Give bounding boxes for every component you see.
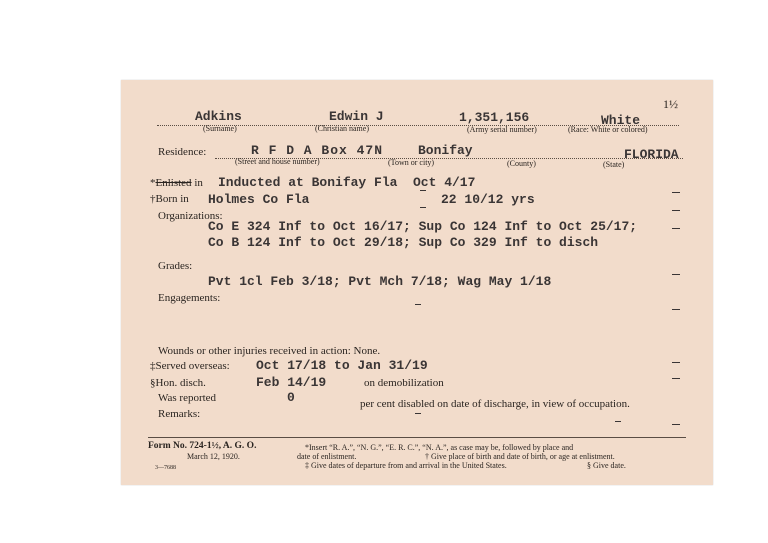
county-caption: (County) — [507, 159, 536, 168]
dash — [672, 424, 680, 425]
enlisted-struck-word: Enlisted — [155, 177, 192, 189]
organizations-line2: Co B 124 Inf to Oct 29/18; Sup Co 329 Inf to disch — [208, 235, 599, 250]
age-value: 22 10/12 yrs — [441, 192, 535, 207]
race-value: White — [601, 113, 641, 128]
remarks-label: Remarks: — [158, 408, 201, 420]
dash — [615, 421, 621, 422]
page-number: 1½ — [663, 97, 678, 111]
service-record-card — [121, 80, 713, 485]
surname-value: Adkins — [195, 109, 242, 124]
state-caption: (State) — [603, 160, 625, 169]
dash — [415, 413, 421, 414]
surname-caption: (Surname) — [203, 124, 237, 133]
enlisted-in: in — [194, 177, 203, 189]
christian-name-value: Edwin J — [329, 109, 384, 124]
reported-text: per cent disabled on date of discharge, in view of occupation. — [360, 398, 630, 410]
organizations-label: Organizations: — [158, 210, 223, 222]
dash — [420, 190, 426, 191]
induction-date-value: Oct 4/17 — [413, 175, 476, 190]
grades-value: Pvt 1cl Feb 3/18; Pvt Mch 7/18; Wag May 1/18 — [208, 274, 552, 289]
enlisted-label — [150, 178, 203, 189]
dash — [672, 274, 680, 275]
footnote-birth: † Give place of birth and date of birth, or age at enlistment. — [425, 452, 615, 461]
footnote-overseas: ‡ Give dates of departure from and arrival in the United States. — [305, 461, 507, 470]
race-caption: (Race: White or colored) — [568, 125, 648, 134]
born-label: †Born in — [150, 193, 189, 205]
street-caption: (Street and house number) — [235, 157, 320, 166]
street-value: R F D A Box 47N — [251, 143, 384, 158]
engagements-label: Engagements: — [158, 292, 221, 304]
dash — [672, 192, 680, 193]
enlisted-footnote-mark: * — [150, 177, 156, 189]
grades-label: Grades: — [158, 260, 193, 272]
wounds-text: Wounds or other injuries received in action: None. — [158, 345, 381, 357]
dash — [672, 210, 680, 211]
dash — [420, 207, 426, 208]
form-date: March 12, 1920. — [187, 452, 240, 461]
dash — [672, 378, 680, 379]
dash — [672, 228, 680, 229]
footer-rule — [148, 437, 686, 438]
discharge-reason: on demobilization — [364, 377, 444, 389]
town-value: Bonifay — [418, 143, 473, 158]
reported-value: 0 — [287, 390, 295, 405]
town-caption: (Town or city) — [388, 158, 435, 167]
inducted-value: Inducted at Bonifay Fla — [218, 175, 398, 190]
christian-name-caption: (Christian name) — [315, 124, 369, 133]
discharge-date-value: Feb 14/19 — [256, 375, 327, 390]
discharge-label: §Hon. disch. — [150, 377, 206, 389]
footnote-insert-cont: date of enlistment. — [297, 452, 357, 461]
form-number: Form No. 724-1½, A. G. O. — [148, 441, 257, 451]
serial-caption: (Army serial number) — [467, 125, 537, 134]
dash — [672, 362, 680, 363]
footnote-insert: *Insert “R. A.”, “N. G.”, “E. R. C.”, “N. A.”, as case may be, followed by place and — [305, 443, 574, 452]
dash — [672, 309, 680, 310]
residence-label: Residence: — [158, 146, 207, 158]
form-code: 3—7688 — [155, 465, 176, 471]
born-place-value: Holmes Co Fla — [208, 192, 310, 207]
serial-number-value: 1,351,156 — [459, 110, 530, 125]
state-value: FLORIDA — [624, 147, 679, 162]
served-value: Oct 17/18 to Jan 31/19 — [256, 358, 428, 373]
reported-label: Was reported — [158, 392, 217, 404]
organizations-line1: Co E 324 Inf to Oct 16/17; Sup Co 124 Inf to Oct 25/17; — [208, 219, 638, 234]
dash — [415, 304, 421, 305]
footnote-discharge: § Give date. — [587, 461, 626, 470]
served-label: ‡Served overseas: — [150, 360, 230, 372]
